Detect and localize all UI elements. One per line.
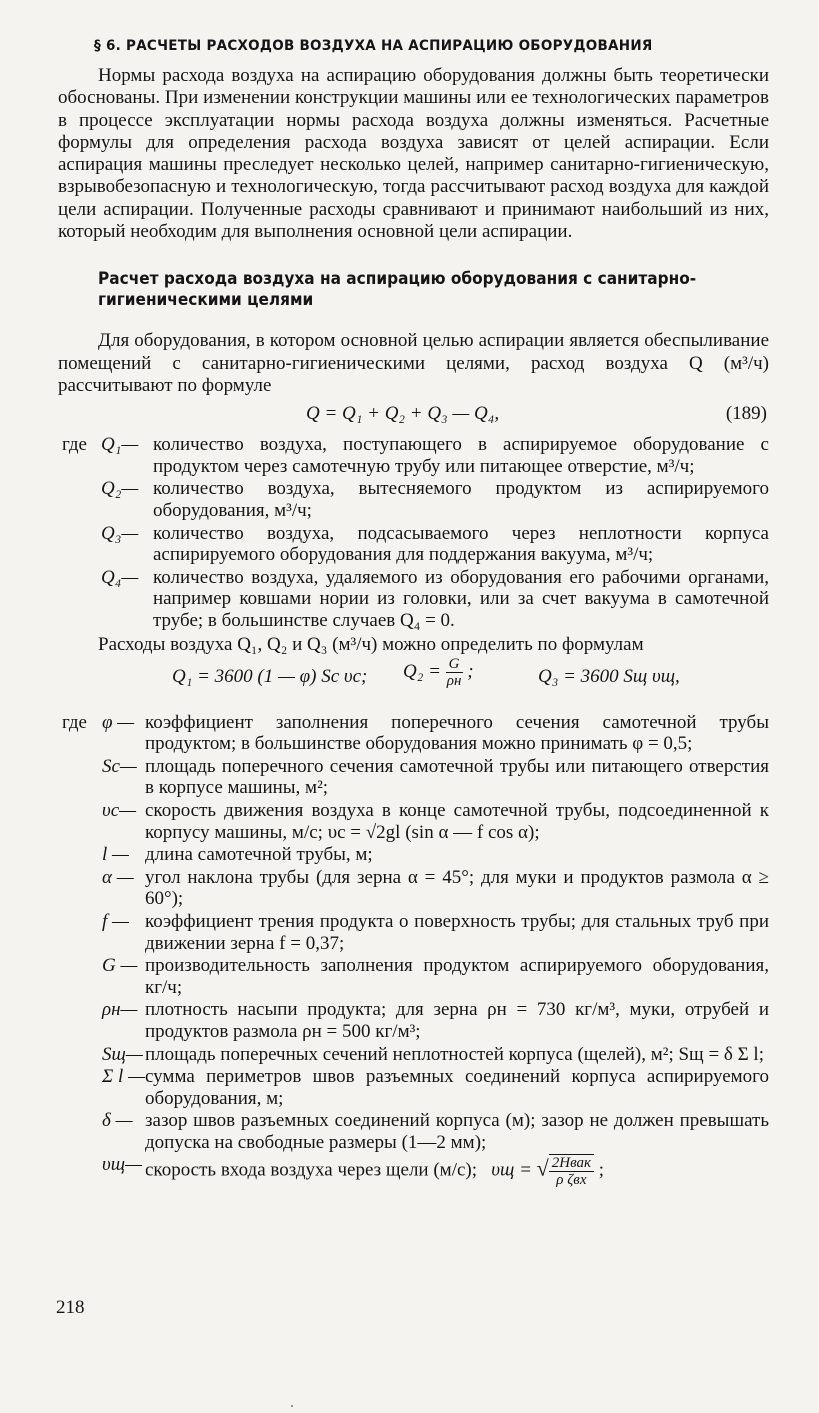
definition-row: [58, 567, 769, 632]
definition-symbol: ρн—: [102, 999, 138, 1021]
speck: [291, 1405, 293, 1407]
definition-symbol: δ —: [102, 1110, 133, 1132]
intro-paragraph: Нормы расхода воздуха на аспирацию оборудования должны быть теоретически обоснованы. При изменении конструкции машины или ее технологических параметров в процессе эксплуатации нормы расхода воздуха должны изменяться. Расчетные формулы для определения расхода воздуха зависят от целей аспирации. Если аспирация машины преследует несколько целей, например санитарно-гигиеническую, взрывобезопасную и технологическую, тогда рассчитывают расход воздуха для каждой цели аспирации. Полученные расходы сравнивают и принимают наибольший из них, который необходим для выполнения основной цели аспирации.: [58, 65, 769, 243]
formula-189-expression: Q = Q₁ + Q₂ + Q₃ — Q₄,: [306, 403, 500, 425]
formula-q2: [403, 656, 474, 689]
definition-text: площадь поперечных сечений неплотностей корпуса (щелей), м²; Sщ = δ Σ l;: [145, 1043, 764, 1065]
where-word: где: [62, 434, 87, 456]
definition-symbol: α —: [102, 866, 134, 888]
formula-q1: Q₁ = 3600 (1 — φ) Sс υс;: [172, 665, 368, 687]
definition-row: [58, 867, 769, 910]
definition-symbol: φ —: [102, 711, 135, 733]
definition-row: [58, 1110, 769, 1153]
where-word: где: [62, 711, 87, 733]
definition-row: [58, 434, 769, 477]
sqrt-numerator: 2Hвак: [549, 1155, 594, 1172]
definition-symbol: G —: [102, 955, 138, 977]
definition-text: длина самотечной трубы, м;: [145, 844, 373, 866]
definition-symbol: υс—: [102, 799, 137, 821]
sqrt-sign: √: [536, 1155, 549, 1181]
definition-row: [58, 911, 769, 954]
formula-q2-denominator: ρн: [446, 672, 462, 689]
formula-q2-end: ;: [467, 660, 474, 682]
last-def-text: скорость входа воздуха через щели (м/с);: [145, 1159, 478, 1181]
definition-symbol: f —: [102, 910, 129, 932]
definition-symbol: Q₄—: [101, 566, 139, 588]
definition-text: скорость движения воздуха в конце самотечной трубы, подсоединенной к корпусу машины, м/с; υс = √2gl (sin α — f cos α);: [145, 799, 769, 843]
definition-text: количество воздуха, поступающего в аспирируемое оборудование с продуктом через самотечную трубу или питающее отверстие, м³/ч;: [153, 434, 769, 477]
definition-row: [58, 478, 769, 521]
definition-row: [58, 1066, 769, 1109]
formula-q2-left: Q₂ =: [403, 660, 441, 682]
definition-row: [58, 1044, 769, 1066]
definition-text: производительность заполнения продуктом аспирируемого оборудования, кг/ч;: [145, 955, 769, 998]
definition-symbol: Sщ—: [102, 1043, 143, 1065]
definition-row: [58, 756, 769, 799]
definition-row: [58, 955, 769, 998]
definition-text: коэффициент трения продукта о поверхность трубы; для стальных труб при движении зерна f = 0,37;: [145, 910, 769, 954]
definition-text: количество воздуха, вытесняемого продуктом из аспирируемого оборудования, м³/ч;: [153, 478, 769, 522]
section-heading: § 6. РАСЧЕТЫ РАСХОДОВ ВОЗДУХА НА АСПИРАЦИЮ ОБОРУДОВАНИЯ: [94, 38, 653, 54]
q-definitions: [58, 434, 769, 631]
definition-row-last: [58, 1154, 769, 1188]
sqrt-fraction: [549, 1154, 594, 1188]
definition-text: зазор швов разъемных соединений корпуса (м); зазор не должен превышать допуска на свободные размеры (1—2 мм);: [145, 1110, 769, 1153]
definition-row: [58, 523, 769, 566]
formula-q2-fraction: [446, 656, 463, 689]
definition-symbol: Q₂—: [101, 478, 139, 500]
last-def-formula-end: ;: [598, 1159, 605, 1181]
definition-symbol: Σ l —: [102, 1066, 145, 1088]
formula-189-number: (189): [725, 403, 767, 425]
definition-text: количество воздуха, подсасываемого через неплотности корпуса аспирируемого оборудования для поддержания вакуума, м³/ч;: [153, 522, 769, 566]
definition-symbol: Q₃—: [101, 522, 139, 544]
definition-symbol: Sс—: [102, 755, 137, 777]
formula-q3: Q₃ = 3600 Sщ υщ,: [538, 665, 680, 687]
sqrt-denominator: ρ ζвх: [556, 1172, 587, 1189]
definition-text: [145, 1154, 769, 1188]
definition-text: количество воздуха, удаляемого из оборудования его рабочими органами, например ковшами нории из головки, или за счет вакуума в самотечной трубе; в большинстве случаев Q₄ = 0.: [153, 566, 769, 632]
definition-text: угол наклона трубы (для зерна α = 45°; для муки и продуктов размола α ≥ 60°);: [145, 866, 769, 910]
last-def-formula-left: υщ =: [491, 1159, 532, 1181]
definition-row: [58, 800, 769, 843]
subheading: Расчет расхода воздуха на аспирацию оборудования с санитарно-гигиеническими целями: [98, 269, 697, 310]
definition-row: [58, 999, 769, 1042]
definition-text: площадь поперечного сечения самотечной трубы или питающего отверстия в корпусе машины, м²;: [145, 755, 769, 799]
definition-text: сумма периметров швов разъемных соединений корпуса аспирируемого оборудования, м;: [145, 1066, 769, 1109]
page-number: 218: [56, 1297, 85, 1318]
definition-symbol: υщ—: [102, 1154, 142, 1176]
paragraph-2: Для оборудования, в котором основной целью аспирации является обеспыливание помещений с санитарно-гигиеническими целями, расход воздуха Q (м³/ч) рассчитывают по формуле: [58, 330, 769, 396]
parameter-definitions: [58, 712, 769, 1189]
definition-row: [58, 844, 769, 866]
formula-q2-numerator: G: [446, 656, 463, 673]
definition-symbol: l —: [102, 844, 129, 866]
formulas-q1-q2-q3: [58, 656, 769, 712]
definition-row: [58, 712, 769, 755]
definition-text: плотность насыпи продукта; для зерна ρн = 730 кг/м³, муки, отрубей и продуктов размола ρн = 500 кг/м³;: [145, 999, 769, 1042]
formula-189: [58, 401, 769, 428]
lead-formulas-text: Расходы воздуха Q₁, Q₂ и Q₃ (м³/ч) можно определить по формулам: [98, 633, 644, 655]
definition-text: коэффициент заполнения поперечного сечения самотечной трубы продуктом; в большинстве оборудования можно принимать φ = 0,5;: [145, 711, 769, 755]
definition-symbol: Q₁—: [101, 434, 139, 456]
